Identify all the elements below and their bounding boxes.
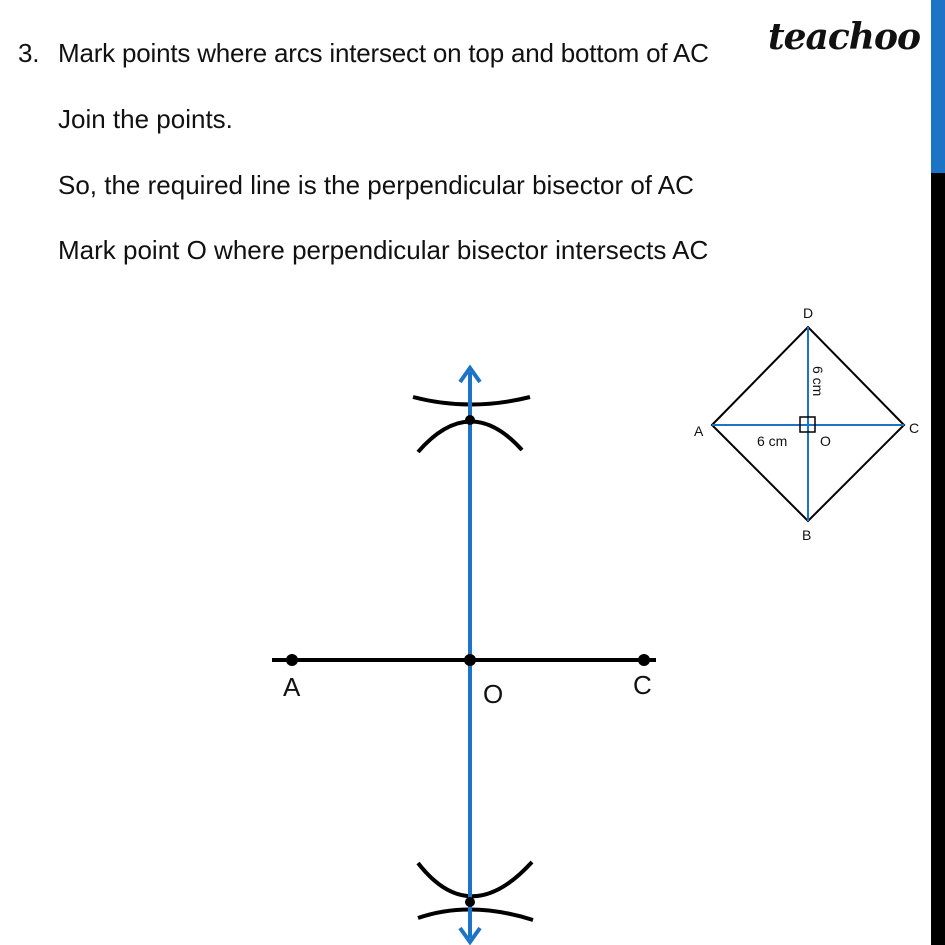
rhombus-label-b: B xyxy=(802,527,812,543)
bottom-arc-1 xyxy=(418,862,532,896)
label-a: A xyxy=(283,672,301,702)
label-o: O xyxy=(483,679,504,709)
rhombus-label-o: O xyxy=(820,433,831,449)
point-c-dot xyxy=(638,654,650,666)
label-c: C xyxy=(633,670,652,700)
rhombus-label-a: A xyxy=(694,423,704,439)
bottom-intersection-dot xyxy=(465,897,475,907)
step-line-2: Join the points. xyxy=(58,104,233,134)
label-horizontal-6cm: 6 cm xyxy=(757,433,788,449)
step-line-3: So, the required line is the perpendicular bisector of AC xyxy=(58,170,694,200)
point-a-dot xyxy=(286,654,298,666)
step-number: 3. xyxy=(18,38,40,68)
top-intersection-dot xyxy=(465,415,475,425)
teachoo-logo: teachoo xyxy=(768,16,920,58)
point-o-dot xyxy=(464,654,476,666)
rhombus-figure xyxy=(694,305,919,543)
step-line-1: Mark points where arcs intersect on top and bottom of AC xyxy=(58,38,709,68)
rhombus-label-d: D xyxy=(803,305,814,321)
rhombus-label-c: C xyxy=(909,420,920,436)
step-line-4: Mark point O where perpendicular bisector intersects AC xyxy=(58,235,709,265)
bottom-arc-2 xyxy=(418,909,533,920)
label-vertical-6cm: 6 cm xyxy=(810,366,826,397)
